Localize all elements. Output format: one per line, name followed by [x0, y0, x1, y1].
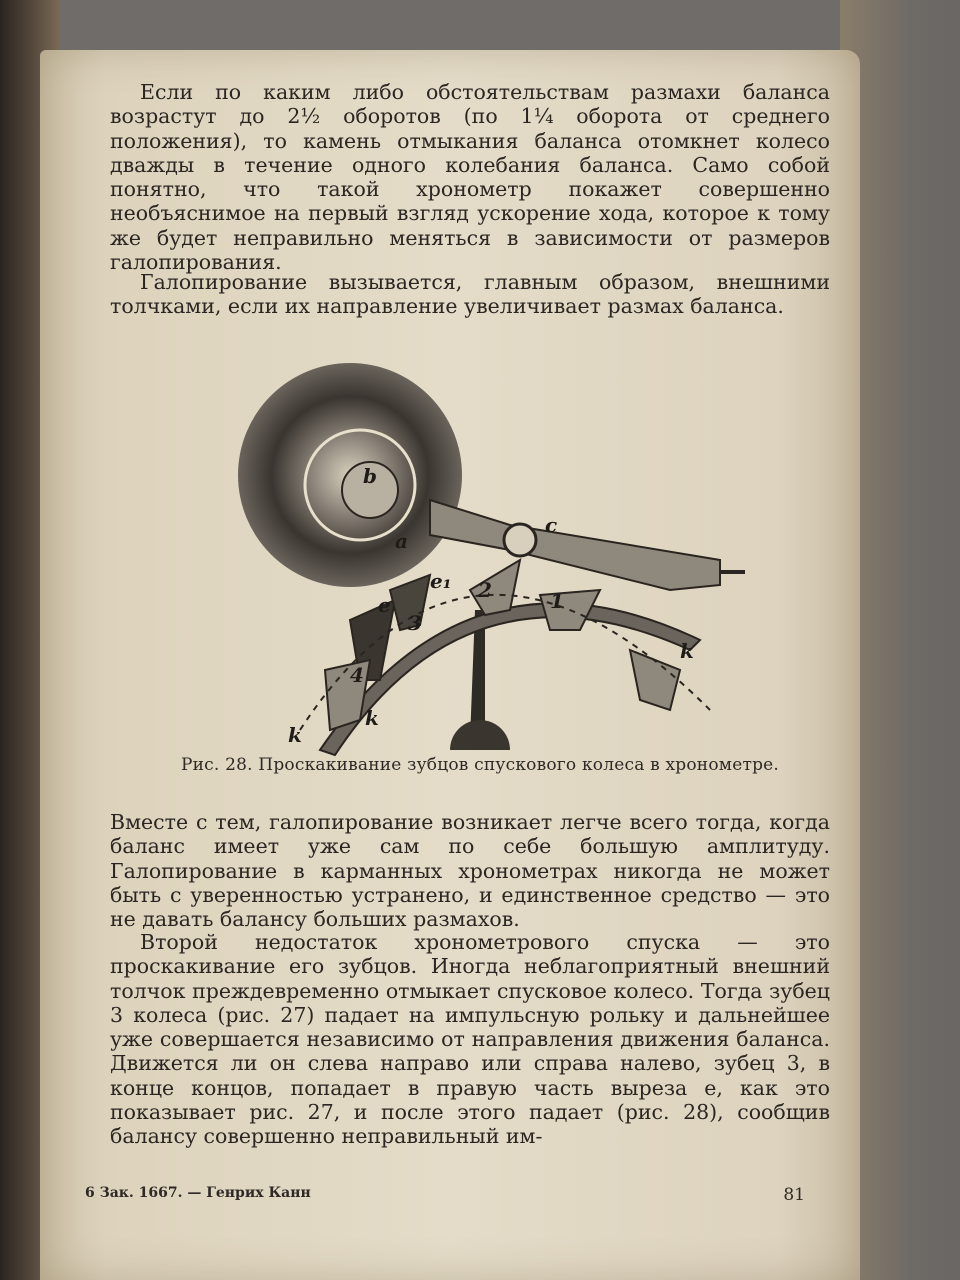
book-page	[40, 50, 860, 1280]
figure-escapement-diagram	[230, 350, 750, 790]
label-b: b	[363, 464, 377, 488]
paragraph-4-text: Второй недостаток хронометрового спуска — это проскакивание его зубцов. Иногда неблагоприятный внешний толчок преждевременно отмыкает спусковое колесо. Тогда зубец 3 колеса (рис. 27) падает на импульсную рольку и дальнейшее уже совершается независимо от направления движения баланса. Движется ли он слева направо или справа налево, зубец 3, в конце концов, попадает в правую часть выреза e, как это показывает рис. 27, и после этого падает (рис. 28), сообщив балансу совершенно неправильный им-	[110, 930, 830, 1149]
label-e1: e₁	[430, 569, 452, 593]
label-a: a	[395, 529, 408, 553]
paragraph-3	[110, 810, 830, 931]
label-3: 3	[408, 611, 422, 635]
detent-pivot	[504, 524, 536, 556]
wheel-hub	[450, 720, 510, 750]
label-c: c	[545, 513, 558, 537]
page-footer	[85, 1185, 805, 1205]
label-2: 2	[478, 578, 492, 602]
printer-signature: 6 Зак. 1667. — Генрих Канн	[85, 1185, 311, 1201]
page-number: 81	[783, 1185, 805, 1205]
label-1: 1	[550, 589, 564, 613]
paragraph-1-text: Если по каким либо обстоятельствам размахи баланса возрастут до 2½ оборотов (по 1¼ оборота от среднего положения), то камень отмыкания баланса отомкнет колесо дважды в течение одного колебания баланса. Само собой понятно, что такой хронометр покажет совершенно необъяснимое на первый взгляд ускорение хода, которое к тому же будет неправильно меняться в зависимости от размеров галопирования.	[110, 80, 830, 275]
label-k-left: k	[288, 723, 302, 747]
figure-caption: Рис. 28. Проскакивание зубцов спускового колеса в хронометре.	[180, 755, 780, 775]
label-4: 4	[350, 663, 364, 687]
paragraph-1	[110, 80, 830, 274]
label-k-middle: k	[365, 706, 379, 730]
detent-arm	[430, 500, 720, 590]
paragraph-2-text: Галопирование вызывается, главным образом, внешними толчками, если их направление увеличивает размах баланса.	[110, 270, 830, 319]
tooth-right	[630, 650, 680, 710]
paragraph-3-text: Вместе с тем, галопирование возникает легче всего тогда, когда баланс имеет уже сам по себе большую амплитуду. Галопирование в карманных хронометрах никогда не может быть с уверенностью устранено, и единственное средство — это не давать балансу больших размахов.	[110, 810, 830, 932]
label-e: e	[378, 593, 391, 617]
paragraph-2	[110, 270, 830, 319]
paragraph-4	[110, 930, 830, 1149]
label-k-right: k	[680, 639, 694, 663]
